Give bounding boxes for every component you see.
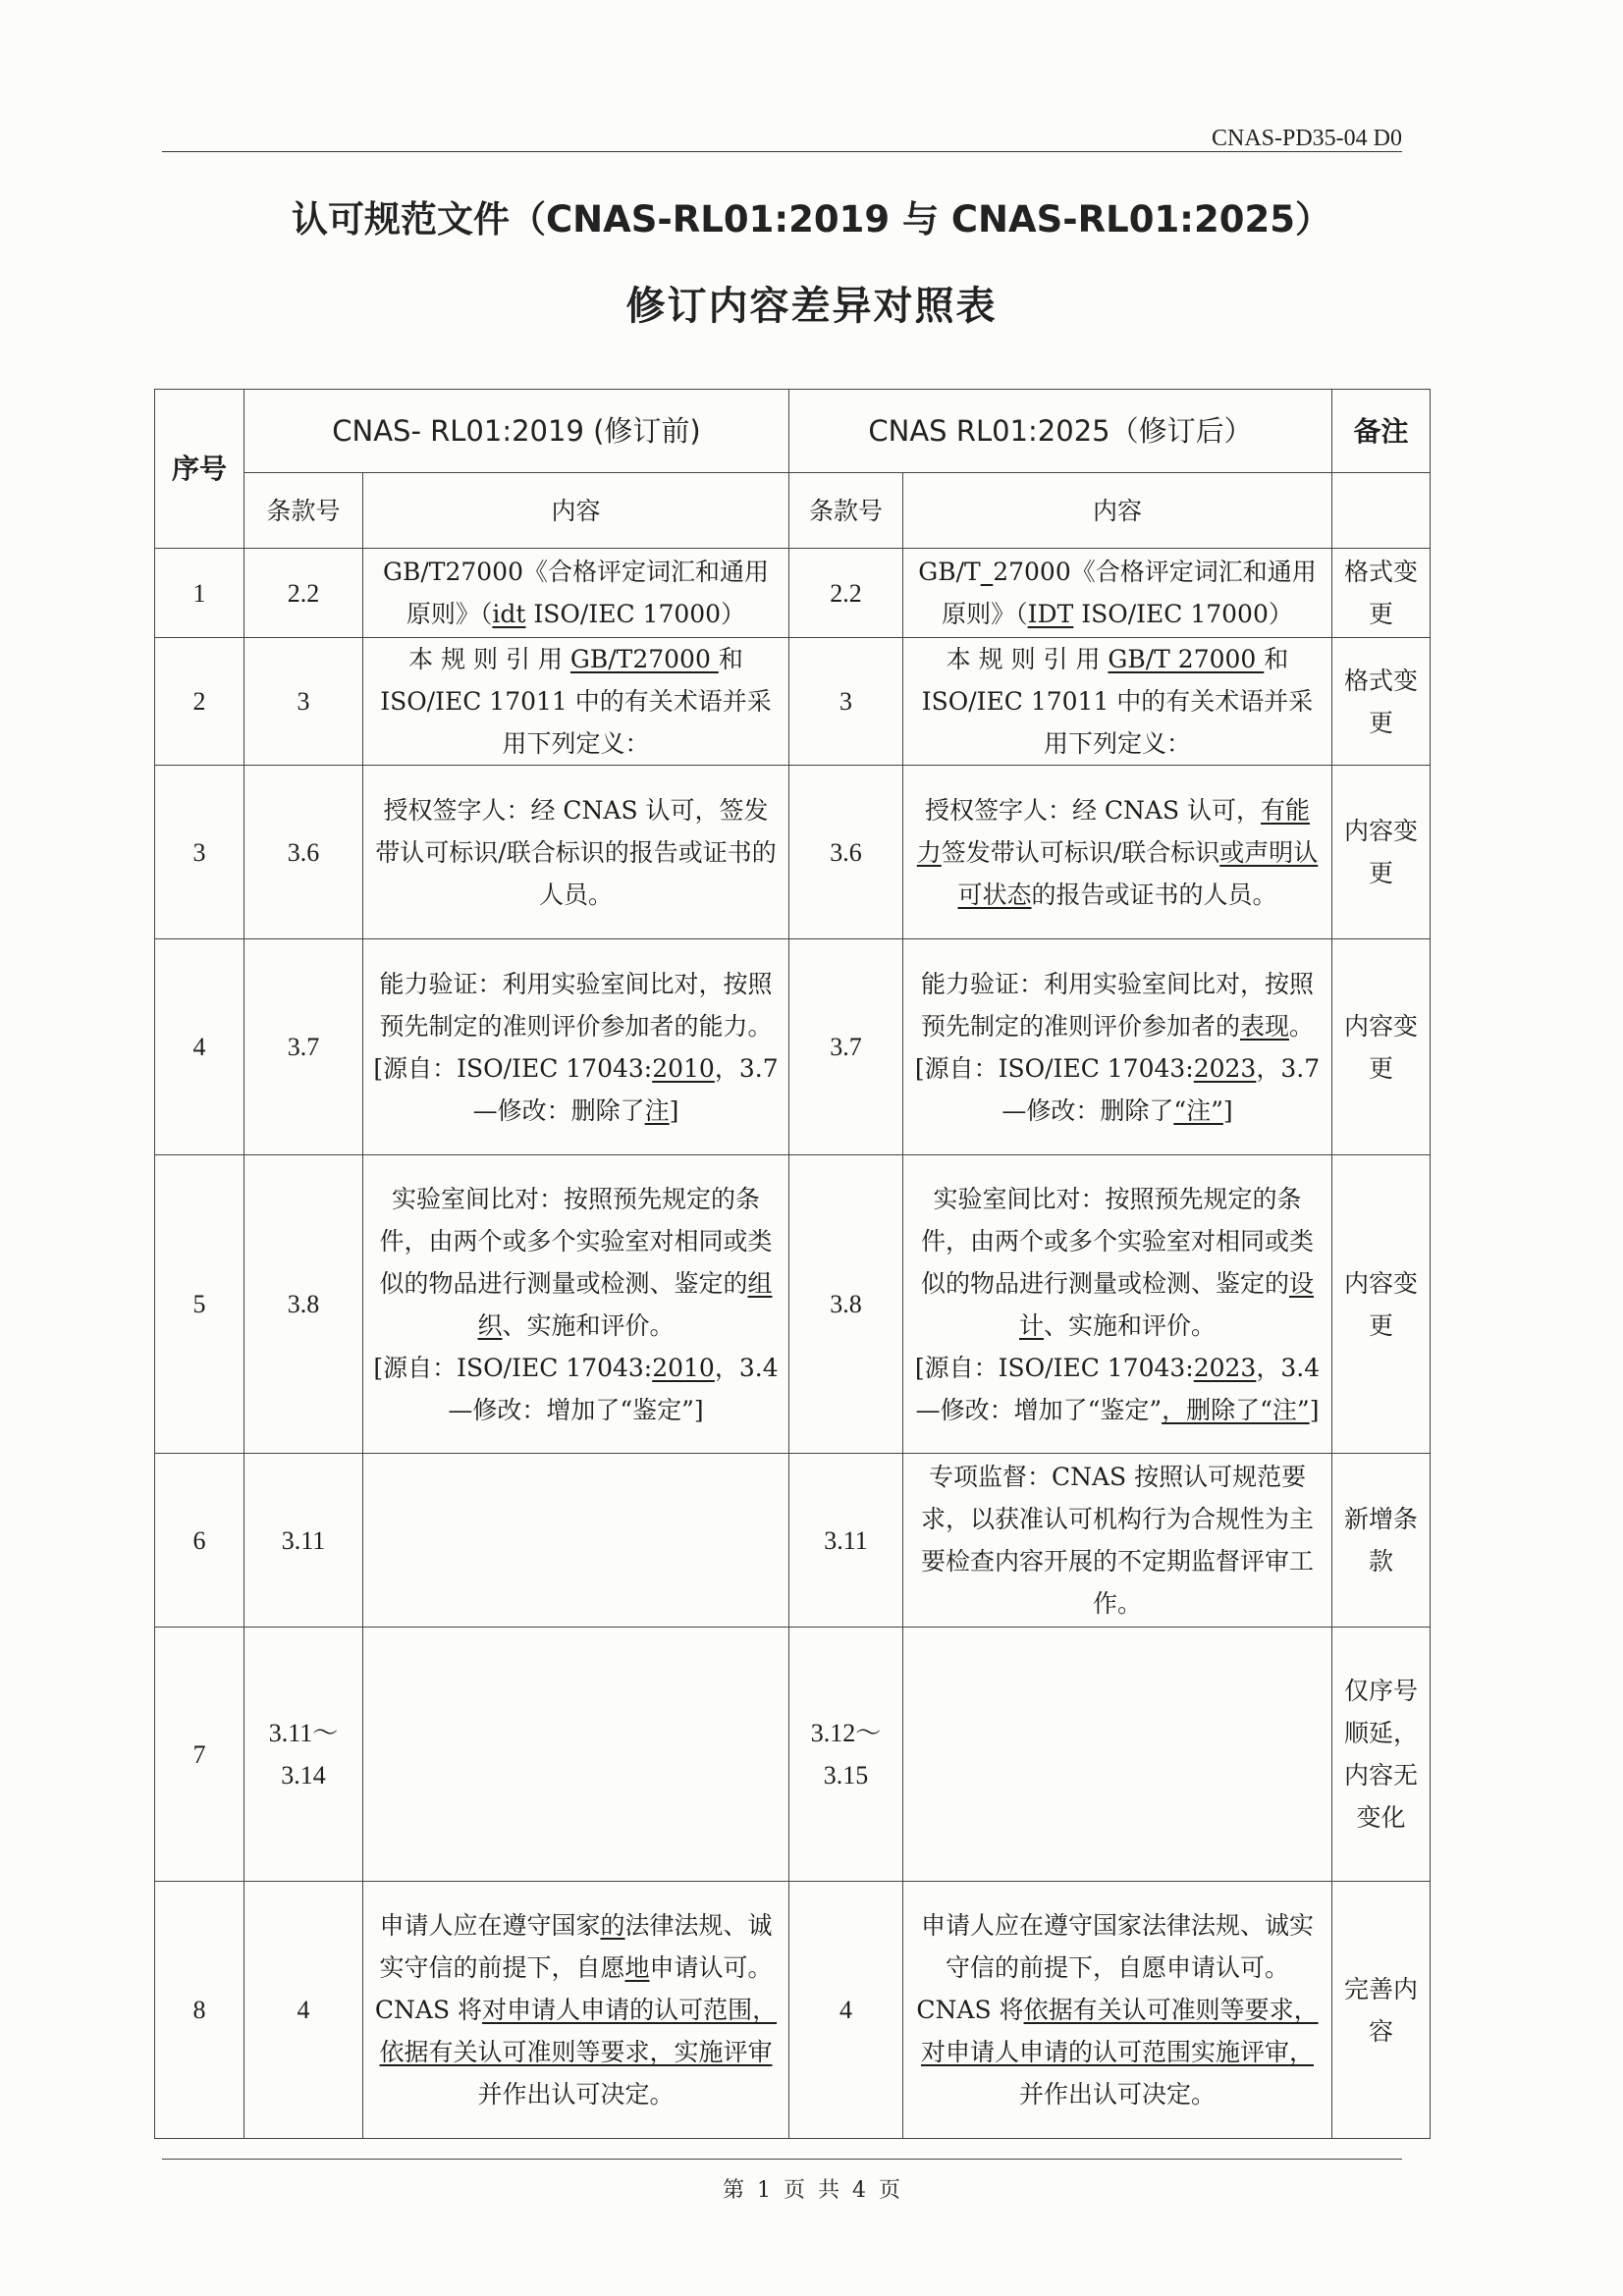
table-row: [155, 939, 1431, 1155]
content-after: GB/T_27000《合格评定词汇和通用原则》（IDT ISO/IEC 17000）: [903, 549, 1332, 638]
row-number: 2: [155, 638, 244, 766]
header-row-1: [155, 390, 1431, 473]
remark: 内容变更: [1332, 1155, 1431, 1454]
clause-before: 3.8: [244, 1155, 363, 1454]
content-after: 能力验证：利用实验室间比对，按照预先制定的准则评价参加者的表现。 [源自：ISO/IEC 17043:2023，3.7—修改：删除了“注”]: [903, 939, 1332, 1155]
after-version-header: CNAS RL01:2025（修订后）: [789, 390, 1332, 473]
remark: 内容变更: [1332, 939, 1431, 1155]
remark-header: 备注: [1332, 390, 1431, 473]
content-before: 申请人应在遵守国家的法律法规、诚实守信的前提下，自愿地申请认可。CNAS 将对申请人申请的认可范围，依据有关认可准则等要求，实施评审并作出认可决定。: [363, 1882, 789, 2139]
clause-after: 2.2: [789, 549, 903, 638]
comparison-table: [154, 389, 1431, 2139]
table-row: [155, 766, 1431, 939]
row-number: 3: [155, 766, 244, 939]
clause-after: 3.8: [789, 1155, 903, 1454]
clause-before: 2.2: [244, 549, 363, 638]
clause-before: 3.11: [244, 1454, 363, 1628]
table-row: [155, 549, 1431, 638]
row-number: 5: [155, 1155, 244, 1454]
content-after-header: 内容: [903, 473, 1332, 549]
clause-after: 4: [789, 1882, 903, 2139]
table-row: [155, 1882, 1431, 2139]
content-after: 专项监督：CNAS 按照认可规范要求，以获准认可机构行为合规性为主要检查内容开展的不定期监督评审工作。: [903, 1454, 1332, 1628]
before-version-header: CNAS- RL01:2019 (修订前): [244, 390, 789, 473]
clause-before: 3: [244, 638, 363, 766]
clause-before: 3.6: [244, 766, 363, 939]
seq-header: 序号: [155, 390, 244, 549]
row-number: 7: [155, 1628, 244, 1882]
clause-before: 3.7: [244, 939, 363, 1155]
content-after: 申请人应在遵守国家法律法规、诚实守信的前提下，自愿申请认可。CNAS 将依据有关认可准则等要求，对申请人申请的认可范围实施评审，并作出认可决定。: [903, 1882, 1332, 2139]
content-after: [903, 1628, 1332, 1882]
content-after: 实验室间比对：按照预先规定的条件，由两个或多个实验室对相同或类似的物品进行测量或检测、鉴定的设计、实施和评价。 [源自：ISO/IEC 17043:2023，3.4—修改：增加了“鉴定”，删除了“注”]: [903, 1155, 1332, 1454]
page-title: 认可规范文件（CNAS-RL01:2019 与 CNAS-RL01:2025）: [292, 198, 1331, 240]
clause-after-header: 条款号: [789, 473, 903, 549]
content-before: 授权签字人：经 CNAS 认可，签发带认可标识/联合标识的报告或证书的人员。: [363, 766, 789, 939]
clause-after: 3.12～3.15: [789, 1628, 903, 1882]
content-before: 实验室间比对：按照预先规定的条件，由两个或多个实验室对相同或类似的物品进行测量或检测、鉴定的组织、实施和评价。 [源自：ISO/IEC 17043:2010，3.4—修改：增加了“鉴定”]: [363, 1155, 789, 1454]
content-before: [363, 1628, 789, 1882]
clause-before-header: 条款号: [244, 473, 363, 549]
content-after: 授权签字人：经 CNAS 认可，有能力签发带认可标识/联合标识或声明认可状态的报告或证书的人员。: [903, 766, 1332, 939]
remark: 格式变更: [1332, 638, 1431, 766]
content-after: 本 规 则 引 用 GB/T 27000 和 ISO/IEC 17011 中的有关术语并采用下列定义：: [903, 638, 1332, 766]
remark-header-blank: [1332, 473, 1431, 549]
content-before: 能力验证：利用实验室间比对，按照预先制定的准则评价参加者的能力。 [源自：ISO/IEC 17043:2010，3.7—修改：删除了注]: [363, 939, 789, 1155]
clause-after: 3.11: [789, 1454, 903, 1628]
remark: 新增条款: [1332, 1454, 1431, 1628]
footer-rule: [162, 2159, 1402, 2160]
clause-after: 3.6: [789, 766, 903, 939]
content-before: GB/T27000《合格评定词汇和通用原则》（idt ISO/IEC 17000）: [363, 549, 789, 638]
content-before-header: 内容: [363, 473, 789, 549]
clause-before: 4: [244, 1882, 363, 2139]
row-number: 4: [155, 939, 244, 1155]
clause-after: 3: [789, 638, 903, 766]
row-number: 6: [155, 1454, 244, 1628]
remark: 内容变更: [1332, 766, 1431, 939]
row-number: 8: [155, 1882, 244, 2139]
header-rule: [162, 151, 1402, 152]
table-row: [155, 1628, 1431, 1882]
page-number: 第 1 页 共 4 页: [723, 2178, 900, 2203]
remark: 格式变更: [1332, 549, 1431, 638]
clause-after: 3.7: [789, 939, 903, 1155]
table-row: [155, 638, 1431, 766]
table-row: [155, 1454, 1431, 1628]
header-row-2: [155, 473, 1431, 549]
content-before: [363, 1454, 789, 1628]
page-subtitle: 修订内容差异对照表: [625, 284, 998, 329]
document-code: CNAS-PD35-04 D0: [1211, 126, 1402, 151]
row-number: 1: [155, 549, 244, 638]
table-row: [155, 1155, 1431, 1454]
remark: 完善内容: [1332, 1882, 1431, 2139]
content-before: 本 规 则 引 用 GB/T27000 和 ISO/IEC 17011 中的有关术语并采用下列定义：: [363, 638, 789, 766]
clause-before: 3.11～3.14: [244, 1628, 363, 1882]
remark: 仅序号顺延，内容无变化: [1332, 1628, 1431, 1882]
